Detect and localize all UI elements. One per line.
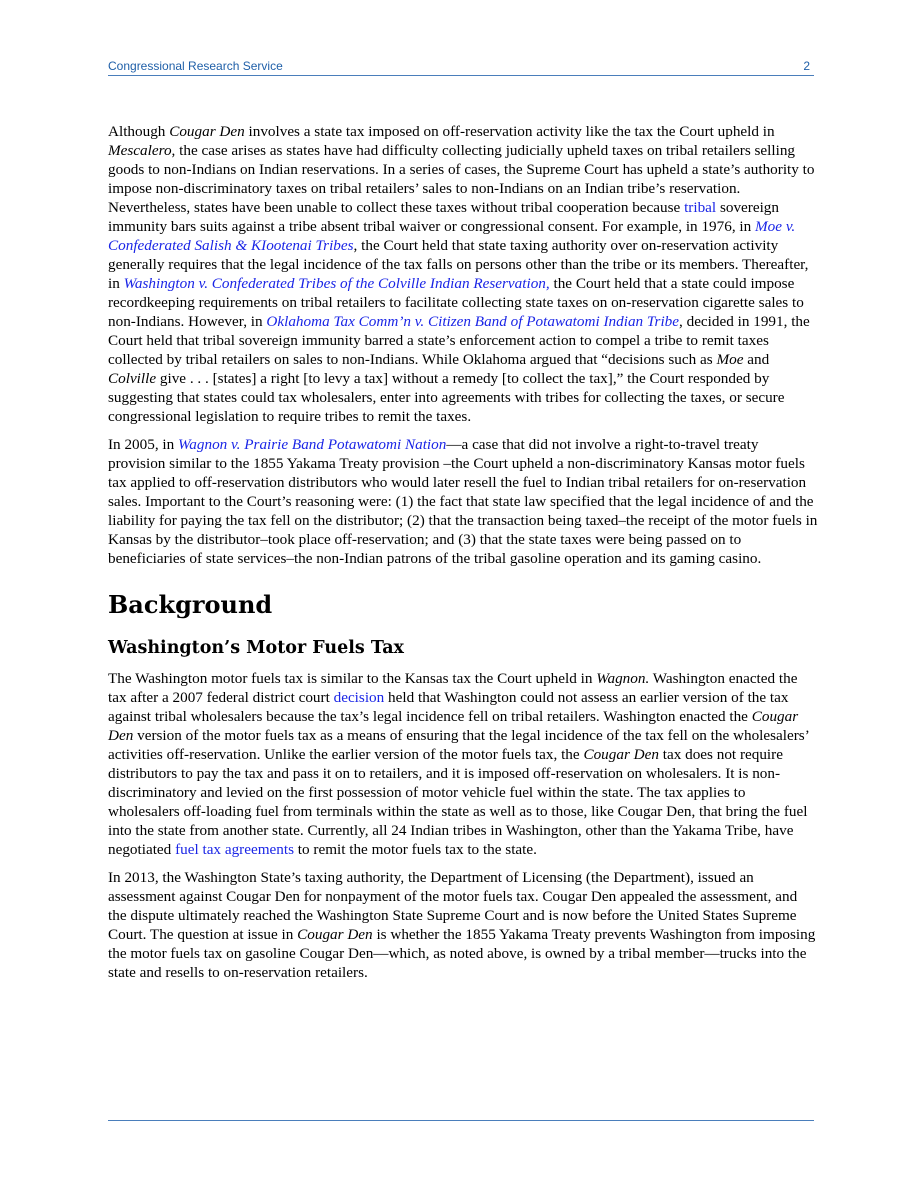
text-run: Washington enacted the tax after a 2007 federal district court (108, 670, 798, 706)
case-name-italic: Colville (108, 370, 157, 387)
section-heading-background: Background (108, 590, 273, 619)
paragraph-4 (108, 868, 818, 982)
link-tribal[interactable]: tribal (684, 199, 717, 216)
footer-divider (108, 1120, 814, 1121)
text-run: sovereign immunity bars suits against a tribe absent tribal waiver or congressional consent. For example, in 1976, in (108, 199, 779, 235)
text-run: , the case arises as states have had difficulty collecting judicially upheld taxes on tribal retailers selling goods to non-Indians on Indian reservations. In a series of cases, the Supreme Court has upheld a state’s authority to impose non-discriminatory taxes on tribal retailers’ sales to non-Indians on an Indian tribe’s reservation. Nevertheless, states have been unable to collect these taxes without tribal cooperation because (108, 142, 815, 216)
document-body (108, 122, 818, 991)
text-run: involves a state tax imposed on off-reservation activity like the tax the Court upheld in (244, 123, 775, 140)
case-name-italic: Cougar Den (583, 746, 659, 763)
text-run: The Washington motor fuels tax is similar to the Kansas tax the Court upheld in (108, 670, 597, 687)
link-fuel-tax-agreements[interactable]: fuel tax agreements (175, 841, 294, 858)
link-decision[interactable]: decision (333, 689, 385, 706)
subsection-heading-motor-fuels-tax: Washington’s Motor Fuels Tax (108, 638, 404, 658)
link-colville-case[interactable]: Washington v. Confederated Tribes of the Colville Indian Reservation, (123, 275, 550, 292)
paragraph-3 (108, 669, 818, 859)
page-number: 2 (803, 59, 810, 73)
text-run: held that Washington could not assess an earlier version of the tax against tribal wholesalers because the tax’s legal incidence fell on tribal retailers. Washington enacted the (108, 689, 789, 725)
link-potawatomi-case[interactable]: Oklahoma Tax Comm’n v. Citizen Band of Potawatomi Indian Tribe (266, 313, 679, 330)
text-run: In 2013, the Washington State’s taxing authority, the Department of Licensing (the Department), issued an assessment against Cougar Den for nonpayment of the motor fuels tax. Cougar Den appealed the assessment, and the dispute ultimately reached the Washington State Supreme Court and is now before the United States Supreme Court. The question at issue in (108, 869, 798, 943)
case-name-italic: Cougar Den (169, 123, 245, 140)
header-org-name: Congressional Research Service (108, 59, 283, 73)
link-wagnon-case[interactable]: Wagnon v. Prairie Band Potawatomi Nation (178, 436, 447, 453)
text-run: Although (108, 123, 170, 140)
case-name-italic: Cougar Den (108, 708, 799, 744)
text-run: , decided in 1991, the Court held that tribal sovereign immunity barred a state’s enforcement action to compel a tribe to remit taxes collected by tribal retailers on sales to non-Indians. While Oklahoma argued that “decisions such as (108, 313, 810, 368)
text-run: In 2005, in (108, 436, 179, 453)
text-run: give . . . [states] a right [to levy a tax] without a remedy [to collect the tax],” the Court responded by suggesting that states could tax wholesalers, enter into agreements with tribes for collecting the taxes, or secure congressional legislation to require tribes to remit the taxes. (108, 370, 785, 425)
text-run: is whether the 1855 Yakama Treaty prevents Washington from imposing the motor fuels tax on gasoline Cougar Den—which, as noted above, is owned by a tribal member—trucks into the state and resells to on-reservation retailers. (108, 926, 816, 981)
page-header (108, 58, 814, 76)
paragraph-1 (108, 122, 818, 426)
text-run: version of the motor fuels tax as a means of ensuring that the legal incidence of the tax fell on the wholesalers’ activities off-reservation. Unlike the earlier version of the motor fuels tax, the (108, 727, 809, 763)
text-run: and (743, 351, 770, 368)
paragraph-2 (108, 435, 818, 568)
case-name-italic: Wagnon. (596, 670, 650, 687)
case-name-italic: Moe (716, 351, 744, 368)
text-run: to remit the motor fuels tax to the state. (293, 841, 537, 858)
text-run: the Court held that a state could impose recordkeeping requirements on tribal retailers to facilitate collecting state taxes on on-reservation cigarette sales to non-Indians. However, in (108, 275, 804, 330)
text-run: tax does not require distributors to pay the tax and pass it on to retailers, and it is imposed off-reservation on wholesalers. It is non-discriminatory and levied on the first possession of motor vehicle fuel within the state. The tax applies to wholesalers off-loading fuel from terminals within the state as well as to those, like Cougar Den, that bring the fuel into the state from another state. Currently, all 24 Indian tribes in Washington, other than the Yakama Tribe, have negotiated (108, 746, 808, 858)
text-run: —a case that did not involve a right-to-travel treaty provision similar to the 1855 Yakama Treaty provision –the Court upheld a non-discriminatory Kansas motor fuels tax applied to off-reservation distributors who would later resell the fuel to Indian tribal retailers for on-reservation sales. Important to the Court’s reasoning were: (1) the fact that state law specified that the legal incidence of and the liability for paying the tax fell on the distributor; (2) that the transaction being taxed–the receipt of the motor fuels in Kansas by the distributor–took place off-reservation; and (3) that the state taxes were being passed on to beneficiaries of state services–the non-Indian patrons of the tribal gasoline operation and its gaming casino. (108, 436, 818, 567)
link-moe-case[interactable]: Moe v. Confederated Salish & KIootenai Tribes (108, 218, 796, 254)
case-name-italic: Cougar Den (297, 926, 373, 943)
case-name-italic: Mescalero (108, 142, 172, 159)
text-run: , the Court held that state taxing authority over on-reservation activity generally requires that the legal incidence of the tax falls on persons other than the tribe or its members. Thereafter, in (108, 237, 809, 292)
